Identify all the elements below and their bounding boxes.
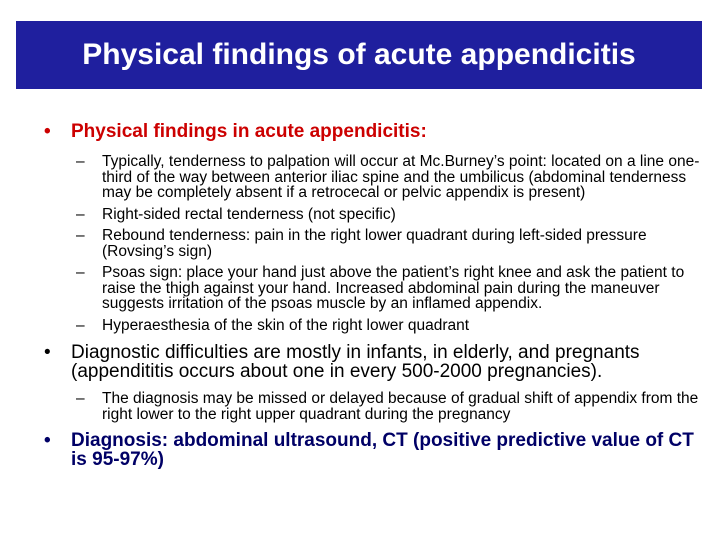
bullet-diagnosis (0, 431, 720, 469)
subitem-text: The diagnosis may be missed or delayed because of gradual shift of appendix from the right lower to the right upper quadrant during the pregnancy (102, 390, 699, 423)
subitem-psoas (0, 265, 720, 312)
subitem-hyperaesthesia (0, 318, 720, 334)
subitem-text: Psoas sign: place your hand just above the patient’s right knee and ask the patient to raise the thigh against your hand. Increased abdominal pain during the maneuver suggests irritation of the psoas muscle by an inflamed appendix. (102, 264, 685, 312)
slide-title: Physical findings of acute appendicitis (82, 38, 636, 71)
sublist-diagnostic-difficulties (0, 391, 720, 422)
subitem-mcburney (0, 154, 720, 201)
bullet-text: Diagnostic difficulties are mostly in infants, in elderly, and pregnants (appendititis occurs about one in every 500-2000 pregnancies). (71, 342, 640, 382)
bullet-text: Diagnosis: abdominal ultrasound, CT (positive predictive value of CT is 95-97%) (71, 430, 694, 470)
bullet-icon: • (44, 121, 51, 142)
subitem-text: Typically, tenderness to palpation will occur at Mc.Burney’s point: located on a line one-third of the way between anterior iliac spine and the umbilicus (abdominal tenderness may be completely absent if a retrocecal or pelvic appendix is present) (102, 153, 700, 201)
bullet-icon: • (44, 430, 51, 451)
dash-icon: – (76, 264, 85, 281)
dash-icon: – (76, 227, 85, 244)
bullet-text: Physical findings in acute appendicitis: (71, 121, 427, 142)
subitem-text: Hyperaesthesia of the skin of the right lower quadrant (102, 316, 470, 334)
bullet-physical-findings (0, 122, 720, 141)
subitem-rectal (0, 207, 720, 223)
dash-icon: – (76, 390, 85, 407)
subitem-text: Right-sided rectal tenderness (not specific) (102, 205, 396, 223)
bullet-icon: • (44, 342, 51, 363)
title-bar (16, 21, 702, 89)
slide-content (0, 122, 720, 469)
dash-icon: – (76, 153, 85, 170)
bullet-diagnostic-difficulties (0, 343, 720, 381)
subitem-rebound (0, 228, 720, 259)
subitem-pregnancy (0, 391, 720, 422)
subitem-text: Rebound tenderness: pain in the right lower quadrant during left-sided pressure (Rovsing’s sign) (102, 227, 647, 260)
sublist-physical-findings (0, 154, 720, 333)
dash-icon: – (76, 316, 85, 334)
dash-icon: – (76, 205, 85, 223)
